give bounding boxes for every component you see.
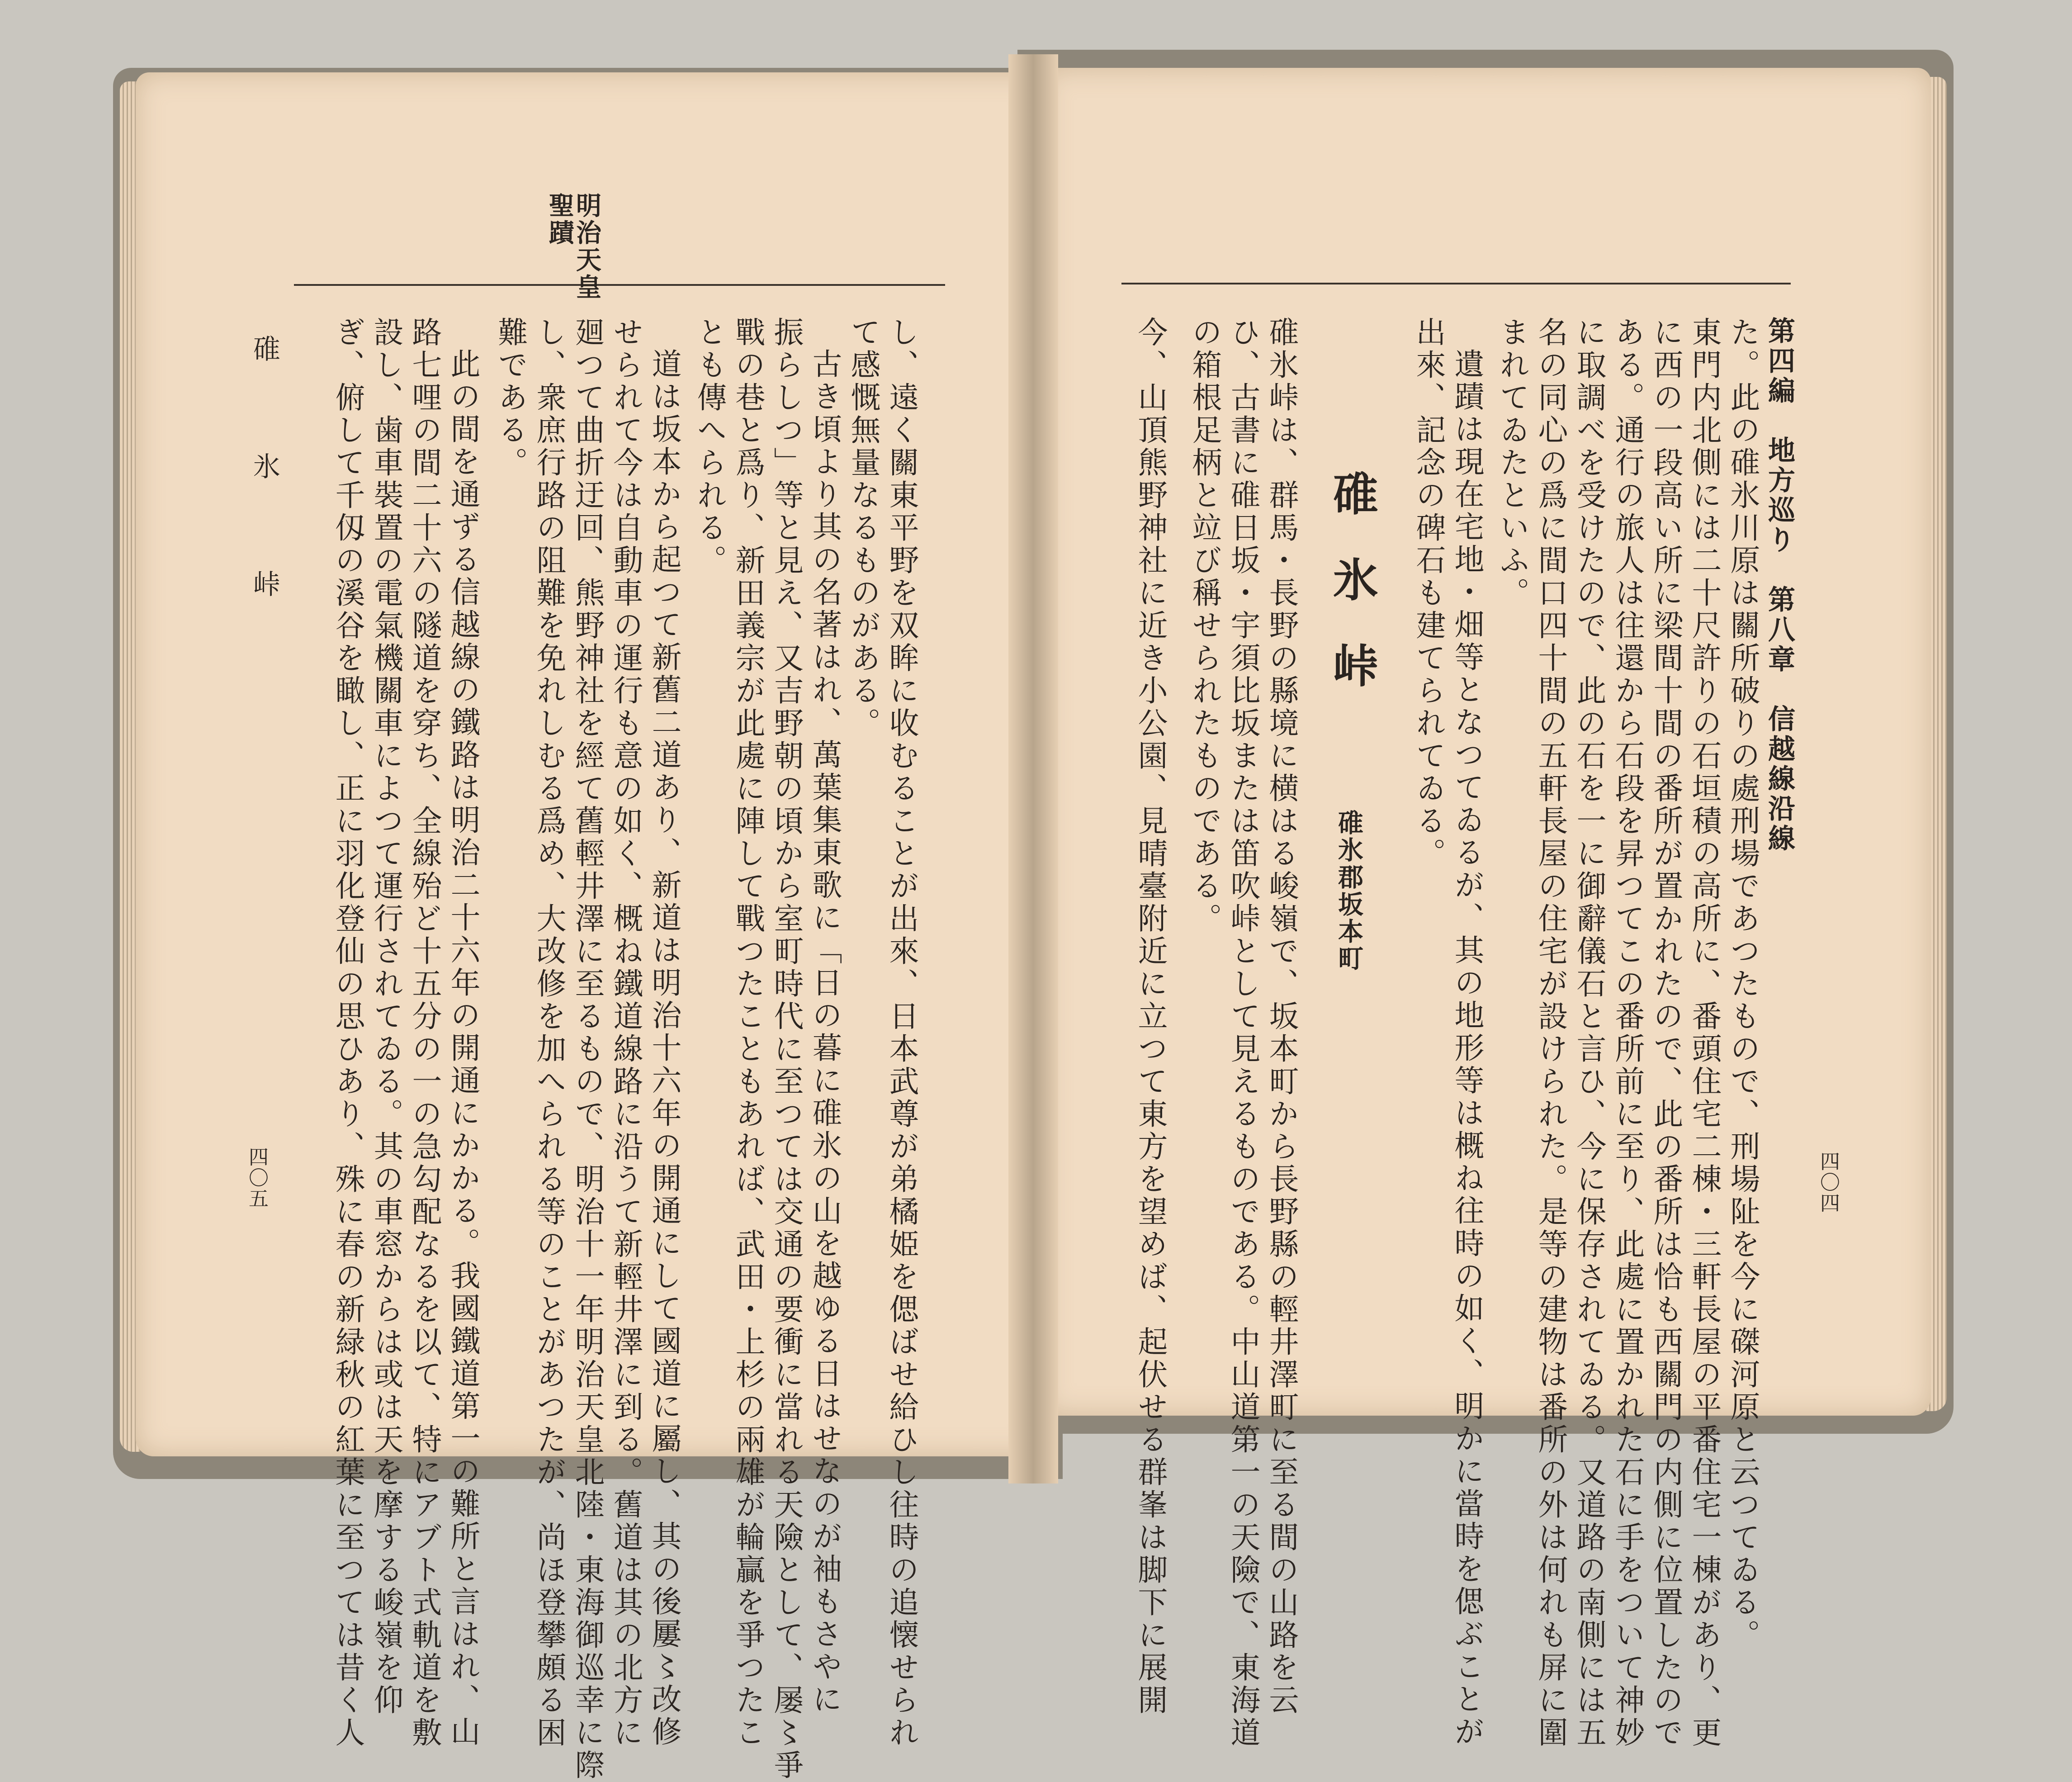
left-header-rule bbox=[294, 284, 945, 286]
right-running-head: 第四編 地方巡り 第八章 信越線沿線 bbox=[1764, 317, 1795, 854]
text-line: 名の同心の爲に間口四十間の五軒長屋の住宅が設けられた。是等の建物は番所の外は何れも屏に圍 bbox=[1533, 317, 1568, 1749]
text-line: ぎ、俯して千仭の溪谷を瞰し、正に羽化登仙の思ひあり、殊に春の新緑秋の紅葉に至つては昔く人 bbox=[330, 317, 365, 1749]
text-line: 設し、歯車裝置の電氣機關車によつて運行されてゐる。其の車窓からは或は天を摩する峻嶺を仰 bbox=[369, 317, 403, 1717]
left-side-label-2: 聖蹟 bbox=[545, 192, 575, 246]
text-line: た。此の碓氷川原は關所破りの處刑場であつたもので、刑場阯を今に磔河原と云つてゐる。 bbox=[1725, 317, 1760, 1652]
text-line: 此の間を通ずる信越線の鐵路は明治二十六年の開通にかかる。我國鐵道第一の難所と言はれ、山 bbox=[445, 348, 480, 1749]
text-line: 路七哩の間二十六の隧道を穿ち、全線殆ど十五分の一の急勾配なるを以て、特にアブト式軌道を敷 bbox=[407, 317, 442, 1749]
left-page-number: 四〇五 bbox=[245, 1147, 268, 1209]
right-header-rule bbox=[1121, 283, 1791, 284]
text-line: せられて今は自動車の運行も意の如く、概ね鐵道線路に沿うて新輕井澤に到る。舊道は其の北方に bbox=[608, 317, 643, 1749]
text-line: し、遠く關東平野を双眸に收むることが出來、日本武尊が弟橘姫を偲ばせ給ひし往時の追懐せられ bbox=[884, 317, 919, 1749]
text-line: とも傳へられる。 bbox=[692, 317, 727, 577]
text-line: まれてゐたといふ。 bbox=[1495, 317, 1529, 610]
text-line: ひ、古書に碓日坂・宇須比坂または笛吹峠として見えるものである。中山道第一の天險で、東海道 bbox=[1225, 317, 1260, 1749]
text-line: 古き頃より其の名著はれ、萬葉集東歌に「日の暮に碓氷の山を越ゆる日はせなのが袖もさやに bbox=[807, 348, 842, 1716]
text-line: 廻つて曲折迂回、熊野神社を經て舊輕井澤に至るもので、明治十一年明治天皇北陸・東海御巡幸に際 bbox=[570, 317, 605, 1782]
text-line: し、衆庶行路の阻難を免れしむる爲め、大改修を加へられる等のことがあつたが、尚ほ登攀頗る困 bbox=[531, 317, 566, 1749]
right-page bbox=[1045, 68, 1931, 1416]
text-line: 今、山頂熊野神社に近き小公園、見晴臺附近に立つて東方を望めば、起伏せる群峯は脚下に展開 bbox=[1133, 317, 1168, 1717]
text-line: 碓氷峠は、群馬・長野の縣境に横はる峻嶺で、坂本町から長野縣の輕井澤町に至る間の山路を云 bbox=[1264, 317, 1299, 1717]
text-line: 出來、記念の碑石も建てられてゐる。 bbox=[1411, 317, 1446, 870]
text-line: 振らしつ」等と見え、又吉野朝の頃から室町時代に至つては交通の要衝に當れる天險として、屡〻爭 bbox=[769, 317, 804, 1782]
book-gutter bbox=[1008, 54, 1058, 1483]
text-line: て感慨無量なるものがある。 bbox=[846, 317, 880, 740]
text-line: に取調べを受けたので、此の石を一に御辭儀石と言ひ、今に保存されてゐる。又道路の南側には五 bbox=[1571, 317, 1606, 1749]
text-line: 遺蹟は現在宅地・畑等となつてゐるが、其の地形等は概ね往時の如く、明かに當時を偲ぶことが bbox=[1449, 348, 1484, 1749]
left-side-label-1: 明治天皇 bbox=[572, 192, 602, 301]
text-line: 道は坂本から起つて新舊二道あり、新道は明治十六年の開通にして國道に屬し、其の後屢〻改修 bbox=[647, 348, 681, 1749]
left-running-head: 碓 氷 峠 bbox=[249, 335, 280, 629]
text-line: 難である。 bbox=[493, 317, 528, 479]
right-page-number: 四〇四 bbox=[1817, 1151, 1840, 1213]
text-line: 東門内北側には二十尺許りの石垣積の高所に、番頭住宅二棟・三軒長屋の平番住宅一棟があり、更 bbox=[1687, 317, 1722, 1749]
section-location: 碓氷郡坂本町 bbox=[1334, 810, 1364, 972]
section-title: 碓氷峠 bbox=[1325, 470, 1379, 728]
text-line: の箱根足柄と竝び稱せられたものである。 bbox=[1187, 317, 1222, 935]
text-line: 戰の巷と爲り、新田義宗が此處に陣して戰つたこともあれば、武田・上杉の兩雄が輪贏を爭つたこ bbox=[730, 317, 765, 1749]
text-line: に西の一段高い所に梁間十間の番所が置かれたので、此の番所は恰も西關門の内側に位置したので bbox=[1648, 317, 1683, 1749]
text-line: ある。通行の旅人は往還から石段を昇つてこの番所前に至り、此處に置かれた石に手をついて神妙 bbox=[1610, 317, 1645, 1749]
